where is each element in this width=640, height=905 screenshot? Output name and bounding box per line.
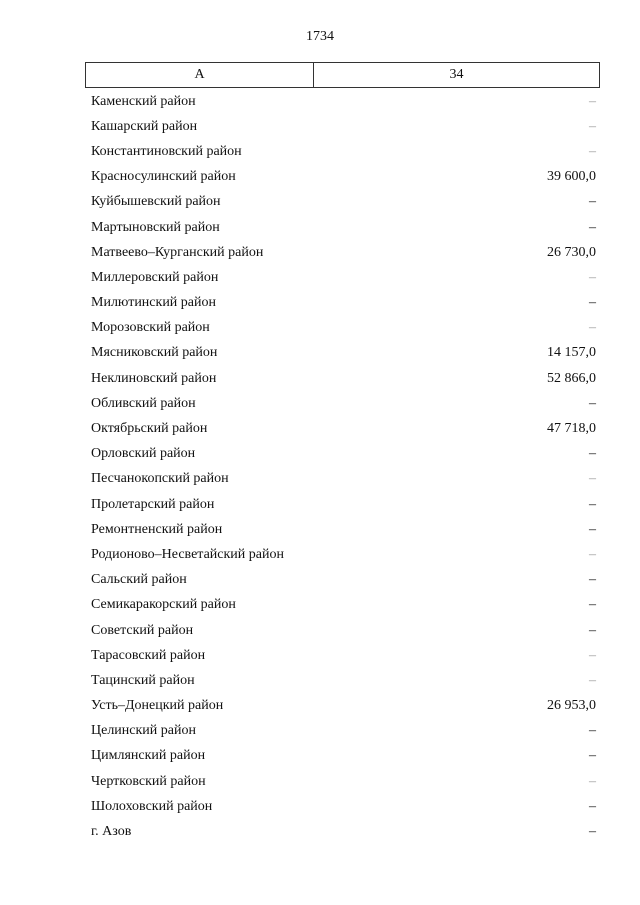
district-name: Каменский район [91,93,196,109]
table-row [91,769,596,794]
district-value: – [589,295,596,311]
district-value: – [589,672,596,688]
district-value: – [589,93,596,109]
district-value: – [589,798,596,814]
district-name: Шолоховский район [91,798,213,814]
table-row [91,593,596,618]
district-value: 26 730,0 [547,244,596,260]
district-name: Миллеровский район [91,269,219,285]
district-value: – [589,269,596,285]
table-row [91,467,596,492]
district-name: Кашарский район [91,118,198,134]
table-row [91,744,596,769]
district-name: Орловский район [91,446,196,462]
district-value: 14 157,0 [547,345,596,361]
table-row [91,568,596,593]
table-row [91,265,596,290]
district-value: – [589,622,596,638]
district-value: – [589,597,596,613]
district-name: Пролетарский район [91,496,215,512]
table-row [91,114,596,139]
table-row [91,139,596,164]
table-header [85,62,600,88]
table-row [91,366,596,391]
district-name: Милютинский район [91,295,217,311]
district-name: Мартыновский район [91,219,220,235]
district-value: – [589,143,596,159]
column-header-a: А [86,63,314,87]
district-name: Родионово–Несветайский район [91,546,284,562]
table-row [91,694,596,719]
district-value: – [589,723,596,739]
district-name: Красносулинский район [91,169,236,185]
table-row [91,416,596,441]
district-value: – [589,446,596,462]
table-row [91,89,596,114]
district-name: г. Азов [91,824,132,840]
column-header-34: 34 [449,67,464,82]
district-name: Песчанокопский район [91,471,229,487]
table-body [91,89,596,845]
district-value: 47 718,0 [547,421,596,437]
district-name: Константиновский район [91,143,242,159]
district-value: – [589,320,596,336]
district-value: – [589,521,596,537]
district-name: Неклиновский район [91,370,217,386]
table-row [91,819,596,844]
table-row [91,341,596,366]
table-row [91,668,596,693]
district-value: – [589,496,596,512]
district-name: Семикаракорский район [91,597,236,613]
table-row [91,165,596,190]
district-name: Целинский район [91,723,196,739]
district-name: Куйбышевский район [91,194,221,210]
table-row [91,542,596,567]
table-row [91,719,596,744]
district-name: Усть–Донецкий район [91,698,224,714]
district-value: – [589,546,596,562]
district-value: – [589,572,596,588]
table-row [91,240,596,265]
district-name: Обливский район [91,395,196,411]
district-value: – [589,219,596,235]
district-value: – [589,118,596,134]
district-name: Советский район [91,622,194,638]
district-value: – [589,748,596,764]
district-name: Чертковский район [91,773,206,789]
table-row [91,190,596,215]
table-row [91,391,596,416]
district-value: 39 600,0 [547,169,596,185]
district-value: – [589,194,596,210]
district-name: Октябрьский район [91,421,208,437]
table-row [91,215,596,240]
table-row [91,442,596,467]
district-value: – [589,471,596,487]
table-row [91,794,596,819]
table-row [91,316,596,341]
district-name: Тарасовский район [91,647,206,663]
district-name: Тацинский район [91,672,195,688]
page-number: 1734 [306,29,334,44]
district-name: Морозовский район [91,320,210,336]
district-name: Цимлянский район [91,748,206,764]
table-row [91,643,596,668]
table-row [91,517,596,542]
district-name: Мясниковский район [91,345,218,361]
district-value: – [589,395,596,411]
district-value: – [589,647,596,663]
table-row [91,618,596,643]
district-name: Матвеево–Курганский район [91,244,264,260]
table-row [91,291,596,316]
district-value: – [589,824,596,840]
district-value: 52 866,0 [547,370,596,386]
table-row [91,492,596,517]
district-name: Сальский район [91,572,187,588]
district-name: Ремонтненский район [91,521,223,537]
district-value: 26 953,0 [547,698,596,714]
district-value: – [589,773,596,789]
